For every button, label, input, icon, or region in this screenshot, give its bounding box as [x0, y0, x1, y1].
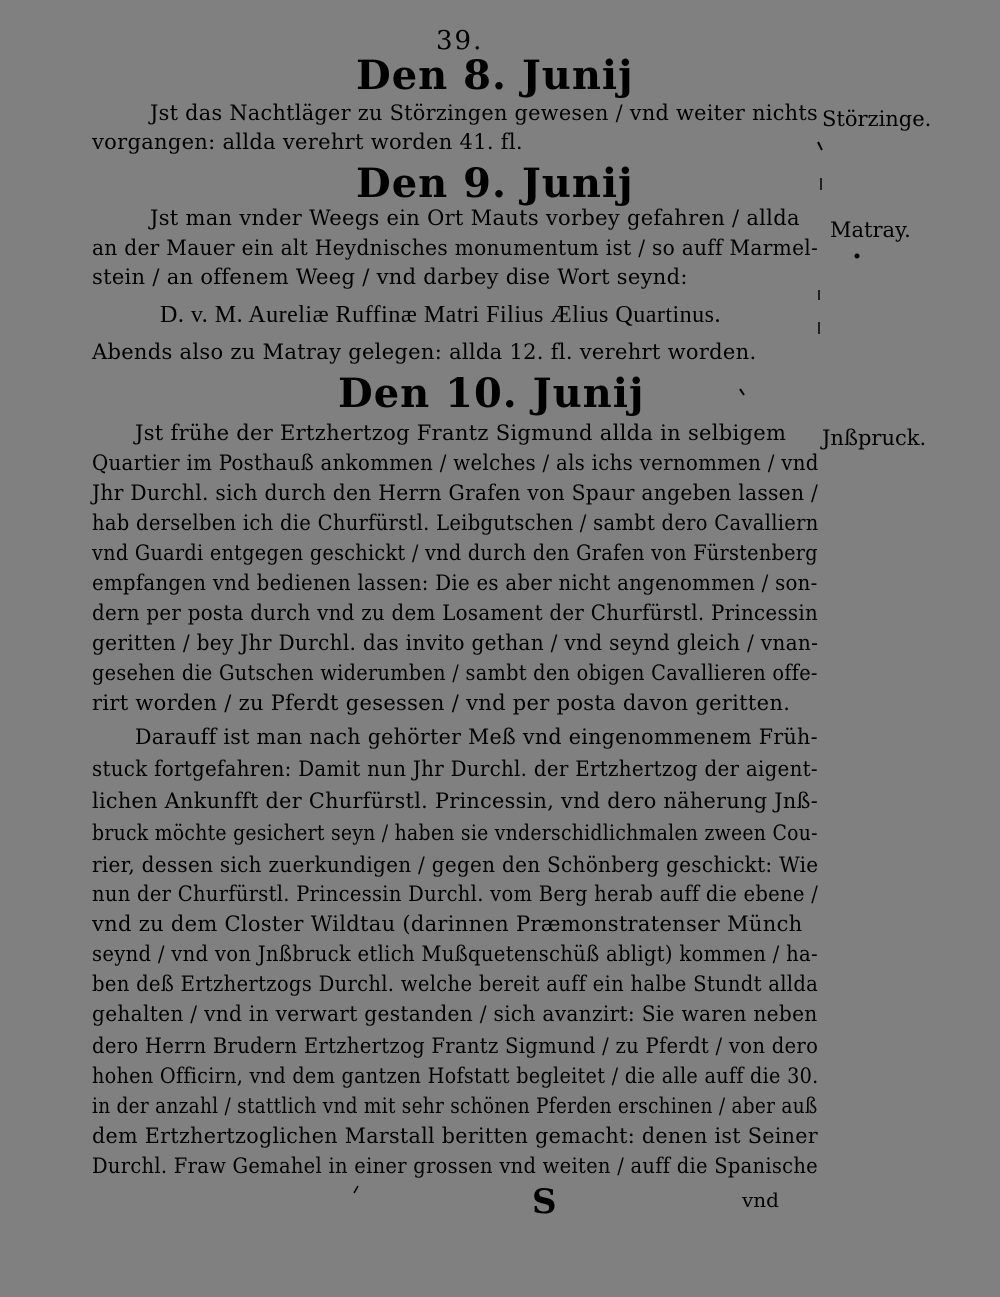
body-line: Jst man vnder Weegs ein Ort Mauts vorbey gefahren / allda	[150, 206, 800, 230]
section-heading-june-10: Den 10. Junij	[338, 370, 645, 417]
body-line: vorgangen: allda verehrt worden 41. fl.	[92, 130, 523, 154]
body-line: bruck möchte gesichert seyn / haben sie vnderschidlichmalen zween Cou-	[92, 821, 818, 845]
body-line: dero Herrn Brudern Ertzhertzog Frantz Sigmund / zu Pferdt / von dero	[92, 1034, 819, 1058]
body-line: Durchl. Fraw Gemahel in einer grossen vnd weiten / auff die Spanische	[92, 1154, 818, 1178]
scan-mark	[354, 1186, 358, 1193]
margin-note-innsbruck: Jnßpruck.	[822, 426, 927, 450]
margin-note-matray: Matray.	[830, 218, 911, 242]
scan-mark	[855, 254, 860, 259]
body-line: ben deß Ertzhertzogs Durchl. welche bereit auff ein halbe Stundt allda	[92, 972, 819, 996]
body-line: gesehen die Gutschen widerumben / sambt den obigen Cavallieren offe-	[92, 661, 818, 685]
body-line: Jst frühe der Ertzhertzog Frantz Sigmund allda in selbigem	[135, 421, 787, 445]
section-heading-june-8: Den 8. Junij	[356, 52, 634, 99]
body-line: gehalten / vnd in verwart gestanden / sich avanzirt: Sie waren neben	[92, 1002, 818, 1026]
body-line: in der anzahl / stattlich vnd mit sehr schönen Pferden erschinen / aber auß	[92, 1094, 818, 1118]
body-line: Jst das Nachtläger zu Störzingen gewesen / vnd weiter nichts	[150, 101, 818, 125]
body-line: dern per posta durch vnd zu dem Losament der Churfürstl. Princessin	[92, 601, 819, 625]
body-line: lichen Ankunfft der Churfürstl. Princessin, vnd dero näherung Jnß-	[92, 789, 819, 813]
body-line: hohen Officirn, vnd dem gantzen Hofstatt begleitet / die alle auff die 30.	[92, 1064, 819, 1088]
body-line: dem Ertzhertzoglichen Marstall beritten gemacht: denen ist Seiner	[92, 1124, 818, 1148]
body-line: an der Mauer ein alt Heydnisches monumentum ist / so auff Marmel-	[92, 236, 819, 260]
body-line: rier, dessen sich zuerkundigen / gegen den Schönberg geschickt: Wie	[92, 853, 819, 877]
body-line: nun der Churfürstl. Princessin Durchl. vom Berg herab auff die ebene /	[92, 882, 819, 906]
body-line: Quartier im Posthauß ankommen / welches / als ichs vernommen / vnd	[92, 451, 819, 475]
body-line: seynd / vnd von Jnßbruck etlich Mußquetenschüß abligt) kommen / ha-	[92, 942, 818, 966]
body-line: vnd zu dem Closter Wildtau (darinnen Præmonstratenser Münch	[92, 912, 803, 936]
body-line: Jhr Durchl. sich durch den Herrn Grafen von Spaur angeben lassen /	[92, 481, 819, 505]
margin-note-stoerzingen: Störzinge.	[822, 107, 932, 131]
signature-mark: S	[532, 1182, 557, 1222]
scan-mark	[740, 389, 744, 395]
body-line: stein / an offenem Weeg / vnd darbey dise Wort seynd:	[92, 265, 688, 289]
body-line: stuck fortgefahren: Damit nun Jhr Durchl. der Ertzhertzog der aigent-	[92, 757, 818, 781]
page-number: 39.	[436, 26, 484, 56]
body-line: hab derselben ich die Churfürstl. Leibgutschen / sambt dero Cavalliern	[92, 511, 819, 535]
body-line: Abends also zu Matray gelegen: allda 12. fl. verehrt worden.	[92, 340, 757, 364]
body-line: Darauff ist man nach gehörter Meß vnd eingenommenem Früh-	[135, 725, 818, 749]
scan-mark	[818, 142, 822, 150]
body-line: vnd Guardi entgegen geschickt / vnd durch den Grafen von Fürstenberg	[92, 541, 818, 565]
catchword: vnd	[742, 1188, 779, 1212]
body-line: geritten / bey Jhr Durchl. das invito gethan / vnd seynd gleich / vnan-	[92, 631, 819, 655]
body-line: empfangen vnd bedienen lassen: Die es aber nicht angenommen / son-	[92, 571, 818, 595]
section-heading-june-9: Den 9. Junij	[356, 160, 634, 207]
roman-inscription: D. v. M. Aureliæ Ruffinæ Matri Filius Ælius Quartinus.	[160, 302, 722, 328]
body-line: rirt worden / zu Pferdt gesessen / vnd per posta davon geritten.	[92, 691, 791, 715]
